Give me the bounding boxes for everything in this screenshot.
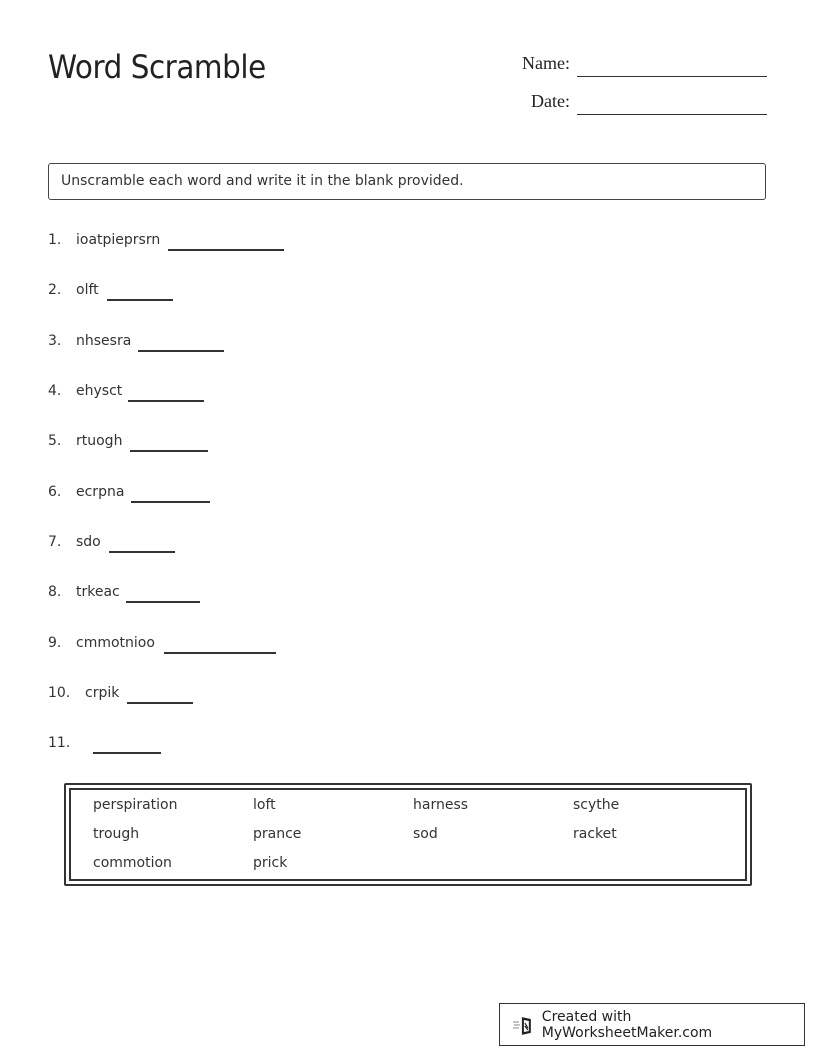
name-field [500, 53, 570, 77]
item-number: 4. [48, 383, 62, 399]
date-field [500, 91, 570, 115]
item-number: 5. [48, 433, 62, 449]
answer-blank[interactable] [131, 501, 210, 503]
word-bank-item: commotion [93, 855, 172, 871]
date-input-line[interactable] [577, 114, 767, 115]
page-title: Word Scramble [48, 48, 266, 86]
answer-blank[interactable] [93, 752, 161, 754]
item-number: 1. [48, 232, 62, 248]
word-bank-item: prick [253, 855, 288, 871]
scrambled-word: rtuogh [76, 433, 123, 449]
word-bank-item: trough [93, 826, 140, 842]
scrambled-word: sdo [76, 534, 101, 550]
footer-text: Created with MyWorksheetMaker.com [541, 1008, 713, 1041]
answer-blank[interactable] [127, 702, 193, 704]
word-bank-item: scythe [573, 797, 620, 813]
answer-blank[interactable] [138, 350, 224, 352]
answer-blank[interactable] [168, 249, 284, 251]
scrambled-word: ehysct [76, 383, 123, 399]
worksheet-maker-logo-icon [512, 1014, 536, 1036]
item-number: 7. [48, 534, 62, 550]
word-bank-item: prance [253, 826, 302, 842]
word-bank-item: perspiration [93, 797, 178, 813]
scrambled-word: trkeac [76, 584, 120, 600]
date-label: Date: [531, 91, 570, 111]
scrambled-word: crpik [85, 685, 120, 701]
answer-blank[interactable] [109, 551, 175, 553]
scrambled-word: ioatpieprsrn [76, 232, 161, 248]
item-number: 3. [48, 333, 62, 349]
name-label: Name: [522, 53, 570, 73]
scrambled-word: ecrpna [76, 484, 125, 500]
instructions-box: Unscramble each word and write it in the blank provided. [48, 163, 766, 200]
item-number: 8. [48, 584, 62, 600]
answer-blank[interactable] [164, 652, 276, 654]
scrambled-word: olft [76, 282, 99, 298]
item-number: 10. [48, 685, 71, 701]
scrambled-word: nhsesra [76, 333, 132, 349]
word-bank-item: loft [253, 797, 276, 813]
answer-blank[interactable] [107, 299, 173, 301]
name-input-line[interactable] [577, 76, 767, 77]
item-number: 2. [48, 282, 62, 298]
answer-blank[interactable] [128, 400, 204, 402]
word-bank-item: harness [413, 797, 469, 813]
item-number: 9. [48, 635, 62, 651]
item-number: 6. [48, 484, 62, 500]
footer-credit[interactable] [499, 1003, 805, 1046]
answer-blank[interactable] [130, 450, 208, 452]
item-number: 11. [48, 735, 71, 751]
scrambled-word: cmmotnioo [76, 635, 155, 651]
word-bank-item: sod [413, 826, 438, 842]
answer-blank[interactable] [126, 601, 200, 603]
word-bank-item: racket [573, 826, 617, 842]
